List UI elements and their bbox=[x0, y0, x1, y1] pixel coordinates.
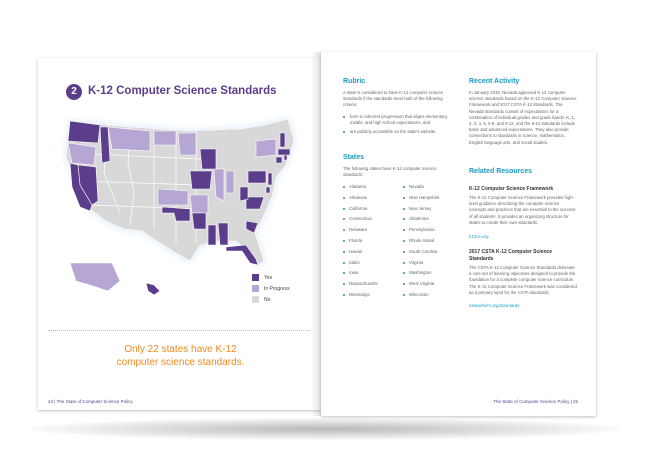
resource-link-csta[interactable]: csteachers.org/standards bbox=[469, 303, 520, 308]
state-list-item: Wisconsin bbox=[403, 292, 458, 303]
state-list-item: Idaho bbox=[343, 260, 398, 271]
states-list-col2 bbox=[403, 184, 458, 303]
left-footer: 24 | The State of Computer Science Policy bbox=[48, 399, 133, 404]
right-page bbox=[321, 52, 596, 416]
legend-swatch-yes bbox=[252, 274, 259, 281]
state-list-item: Alabama bbox=[343, 184, 398, 195]
page-title: K-12 Computer Science Standards bbox=[88, 85, 277, 97]
rubric-heading: Rubric bbox=[343, 78, 366, 85]
state-list-item: Nevada bbox=[403, 184, 458, 195]
legend-item-no bbox=[252, 296, 290, 303]
legend-label-in-progress: In Progress bbox=[264, 285, 290, 292]
state-list-item: New Hampshire bbox=[403, 195, 458, 206]
map-legend bbox=[252, 274, 290, 307]
resource-title-framework: K-12 Computer Science Framework bbox=[469, 186, 554, 192]
state-indiana bbox=[226, 171, 234, 193]
state-new-york bbox=[256, 139, 276, 157]
rubric-criterion: form a coherent progression that aligns elementary, middle, and high school expectations, and bbox=[343, 114, 451, 126]
state-north-dakota bbox=[154, 131, 176, 145]
state-list-item: New Jersey bbox=[403, 206, 458, 217]
state-idaho bbox=[100, 127, 110, 163]
resource-link-framework[interactable]: k12cs.org bbox=[469, 234, 489, 239]
state-minnesota bbox=[178, 133, 196, 155]
rubric-criterion: are publicly accessible on the state's website. bbox=[343, 129, 451, 135]
state-alaska bbox=[70, 263, 120, 291]
resource-body-framework: The K-12 Computer Science Framework provides high-level guidance describing the computer science concepts and practices that are essential to the success of all students. It provides an organizing structure for states to create their own standards. bbox=[469, 195, 576, 225]
state-washington bbox=[68, 121, 100, 143]
states-list-col1 bbox=[343, 184, 398, 303]
state-alabama bbox=[218, 223, 228, 245]
recent-activity-body: In January 2018, Nevada approved K-12 computer science standards based on the K-12 Computer Science Framework and 2017 CSTA K-12 Standards. The Nevada standards consist of expectations for a combination of individual grades and grade bands: K, 1, 2, 3, 4, 5, 6-8, and 9-12, and the 9-12 standards include basic and advanced expectations. They also provide connections to standards in science, mathematics, English language arts, and social studies. bbox=[469, 90, 577, 145]
state-kansas bbox=[158, 189, 188, 205]
state-list-item: Delaware bbox=[343, 227, 398, 238]
state-pennsylvania bbox=[248, 171, 266, 183]
state-hawaii bbox=[146, 283, 160, 295]
state-arkansas bbox=[192, 213, 206, 229]
state-list-item: Virginia bbox=[403, 260, 458, 271]
state-connecticut bbox=[276, 157, 282, 163]
state-list-item: Massachusetts bbox=[343, 281, 398, 292]
state-list-item: Pennsylvania bbox=[403, 227, 458, 238]
legend-item-yes bbox=[252, 274, 290, 281]
recent-activity-heading: Recent Activity bbox=[469, 78, 520, 85]
state-list-item: California bbox=[343, 206, 398, 217]
legend-label-yes: Yes bbox=[264, 274, 273, 281]
state-list-item: Florida bbox=[343, 238, 398, 249]
state-list-item: Hawaii bbox=[343, 249, 398, 260]
right-footer: The State of Computer Science Policy | 25 bbox=[493, 399, 578, 404]
resource-body-csta: The CSTA K-12 Computer Science Standards delineate a core set of learning objectives designed to provide the foundation for a complete computer science curriculum. The K-12 Computer Science Framework was considered as a primary input for the CSTA standards. bbox=[469, 265, 577, 295]
state-wisconsin bbox=[200, 149, 216, 169]
left-page bbox=[38, 58, 321, 410]
key-stat-line1: Only 22 states have K-12 bbox=[124, 344, 237, 355]
legend-item-in-progress bbox=[252, 285, 290, 292]
state-oregon bbox=[68, 143, 96, 165]
state-rhode-island bbox=[284, 155, 287, 160]
section-number-badge: 2 bbox=[66, 84, 82, 100]
book-shadow bbox=[30, 418, 620, 440]
state-massachusetts bbox=[278, 149, 290, 155]
state-montana bbox=[108, 127, 150, 151]
state-list-item: South Carolina bbox=[403, 249, 458, 260]
key-stat-line2: computer science standards. bbox=[116, 356, 245, 368]
state-list-item: Washington bbox=[403, 270, 458, 281]
state-west-virginia bbox=[240, 187, 248, 201]
state-new-jersey bbox=[268, 173, 272, 185]
state-iowa bbox=[190, 171, 212, 189]
state-mississippi bbox=[208, 225, 216, 245]
rubric-intro: A state is considered to have K-12 computer science standards if the standards meet both of the following criteria: bbox=[343, 90, 444, 108]
state-list-item: Rhode Island bbox=[403, 238, 458, 249]
resource-title-csta: 2017 CSTA K-12 Computer Science Standards bbox=[469, 249, 553, 262]
rubric-criteria-list bbox=[343, 114, 451, 139]
key-stat bbox=[83, 344, 278, 369]
divider bbox=[48, 330, 310, 331]
legend-swatch-no bbox=[252, 296, 259, 303]
state-list-item: Mississippi bbox=[343, 292, 398, 303]
states-intro: The following states have K-12 computer science standards: bbox=[343, 166, 437, 178]
state-new-hampshire bbox=[280, 133, 285, 147]
state-list-item: Arkansas bbox=[343, 195, 398, 206]
legend-swatch-in-progress bbox=[252, 285, 259, 292]
state-list-item: Connecticut bbox=[343, 216, 398, 227]
related-resources-heading: Related Resources bbox=[469, 168, 533, 175]
legend-label-no: No bbox=[264, 296, 271, 303]
state-list-item: Iowa bbox=[343, 270, 398, 281]
state-missouri bbox=[190, 195, 208, 213]
states-heading: States bbox=[343, 154, 365, 161]
state-list-item: Oklahoma bbox=[403, 216, 458, 227]
state-list-item: West Virginia bbox=[403, 281, 458, 292]
state-delaware bbox=[266, 187, 270, 193]
